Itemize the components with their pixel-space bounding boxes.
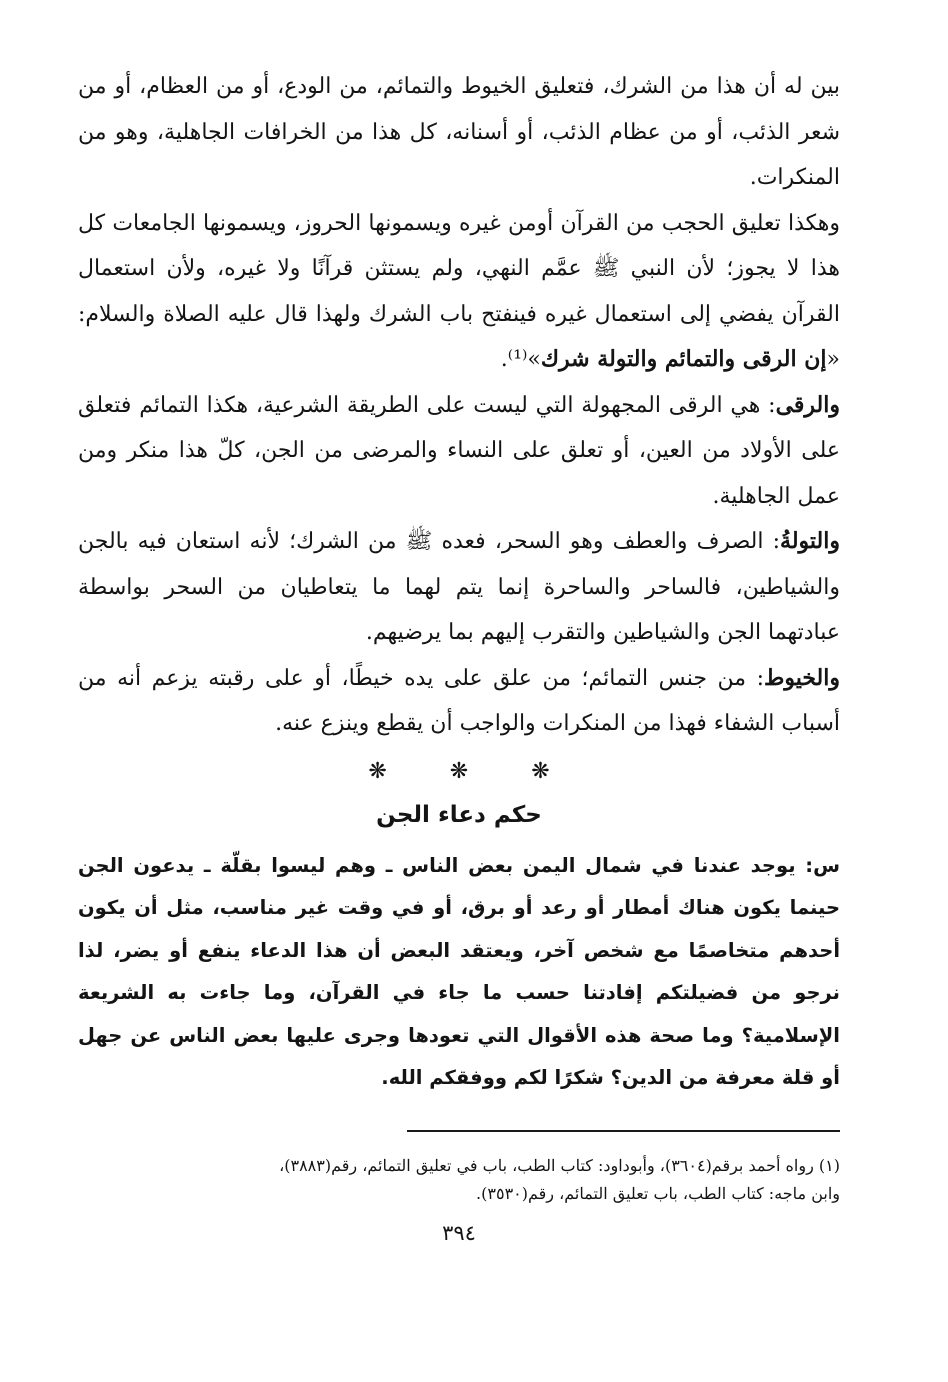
paragraph-5-text: : من جنس التمائم؛ من علق على يده خيطًا، أو على رقبته يزعم أنه من أسباب الشفاء فهذا من المنكرات والواجب أن يقطع وينزع عنه.	[78, 665, 840, 736]
paragraph-4-text: : الصرف والعطف وهو السحر، فعده ﷺ من الشرك؛ لأنه استعان فيه بالجن والشياطين، فالساحر والساحرة إنما يتم لهما ما يتعاطيان من السحر بواسطة عبادتهما الجن والشياطين والتقرب إليهم بما يرضيهم.	[78, 529, 840, 645]
question-block	[78, 845, 840, 1100]
section-separator: ❋ ❋ ❋	[368, 758, 550, 784]
paragraph-2	[78, 201, 840, 383]
hadith-quote: إن الرقى والتمائم والتولة شرك	[540, 346, 827, 372]
section-title: حكم دعاء الجن	[376, 801, 542, 828]
footnote-divider-wrap	[78, 1100, 840, 1152]
page-number: ٣٩٤	[442, 1220, 476, 1245]
paragraph-1	[78, 64, 840, 201]
paragraph-5	[78, 656, 840, 747]
main-text	[78, 64, 840, 747]
footnote-line-2: وابن ماجه: كتاب الطب، باب تعليق التمائم، رقم(٣٥٣٠).	[476, 1183, 840, 1203]
paragraph-1-text: بين له أن هذا من الشرك، فتعليق الخيوط والتمائم، من الودع، أو من العظام، أو من شعر الذئب، أو من عظام الذئب، أو أسنانه، كل هذا من الخرافات الجاهلية، وهو من المنكرات.	[78, 74, 840, 190]
footnote	[78, 1152, 840, 1208]
paragraph-2-text: وهكذا تعليق الحجب من القرآن أومن غيره ويسمونها الحروز، ويسمونها الجامعات كل هذا لا يجوز؛ لأن النبي ﷺ عمَّم النهي، ولم يستثن قرآنًا ولا غيره، ولأن استعمال القرآن يفضي إلى استعمال غيره فينفتح باب الشرك ولهذا قال عليه الصلاة والسلام: «	[78, 210, 840, 372]
footnote-line-1: (١) رواه أحمد برقم(٣٦٠٤)، وأبوداود: كتاب الطب، باب في تعليق التمائم، رقم(٣٨٨٣)،	[279, 1155, 840, 1175]
term-khuyut: والخيوط	[764, 664, 840, 691]
paragraph-3	[78, 383, 840, 520]
term-ruqa: والرقى	[775, 391, 840, 418]
book-page	[78, 64, 840, 1248]
paragraph-3-text: : هي الرقى المجهولة التي ليست على الطريقة الشرعية، هكذا التمائم فتعلق على الأولاد من العين، أو تعلق على النساء والمرضى من الجن، كلّ هذا منكر ومن عمل الجاهلية.	[78, 392, 840, 509]
footnote-divider	[407, 1130, 840, 1132]
footnote-marker: »⁽¹⁾.	[500, 347, 541, 372]
question-text: س: يوجد عندنا في شمال اليمن بعض الناس ـ وهم ليسوا بقلّة ـ يدعون الجن حينما يكون هناك أمطار أو رعد أو برق، أو في وقت غير مناسب، مثل أن يكون أحدهم متخاصمًا مع شخص آخر، ويعتقد البعض أن هذا الدعاء ينفع أو يضر، لذا نرجو من فضيلتكم إفادتنا حسب ما جاء في القرآن، وما جاءت به الشريعة الإسلامية؟ وما صحة هذه الأقوال التي تعودها وجرى عليها بعض الناس عن جهل أو قلة معرفة من الدين؟ شكرًا لكم ووفقكم الله.	[78, 853, 840, 1089]
paragraph-4	[78, 519, 840, 656]
term-tiwala: والتولةُ	[780, 528, 840, 554]
